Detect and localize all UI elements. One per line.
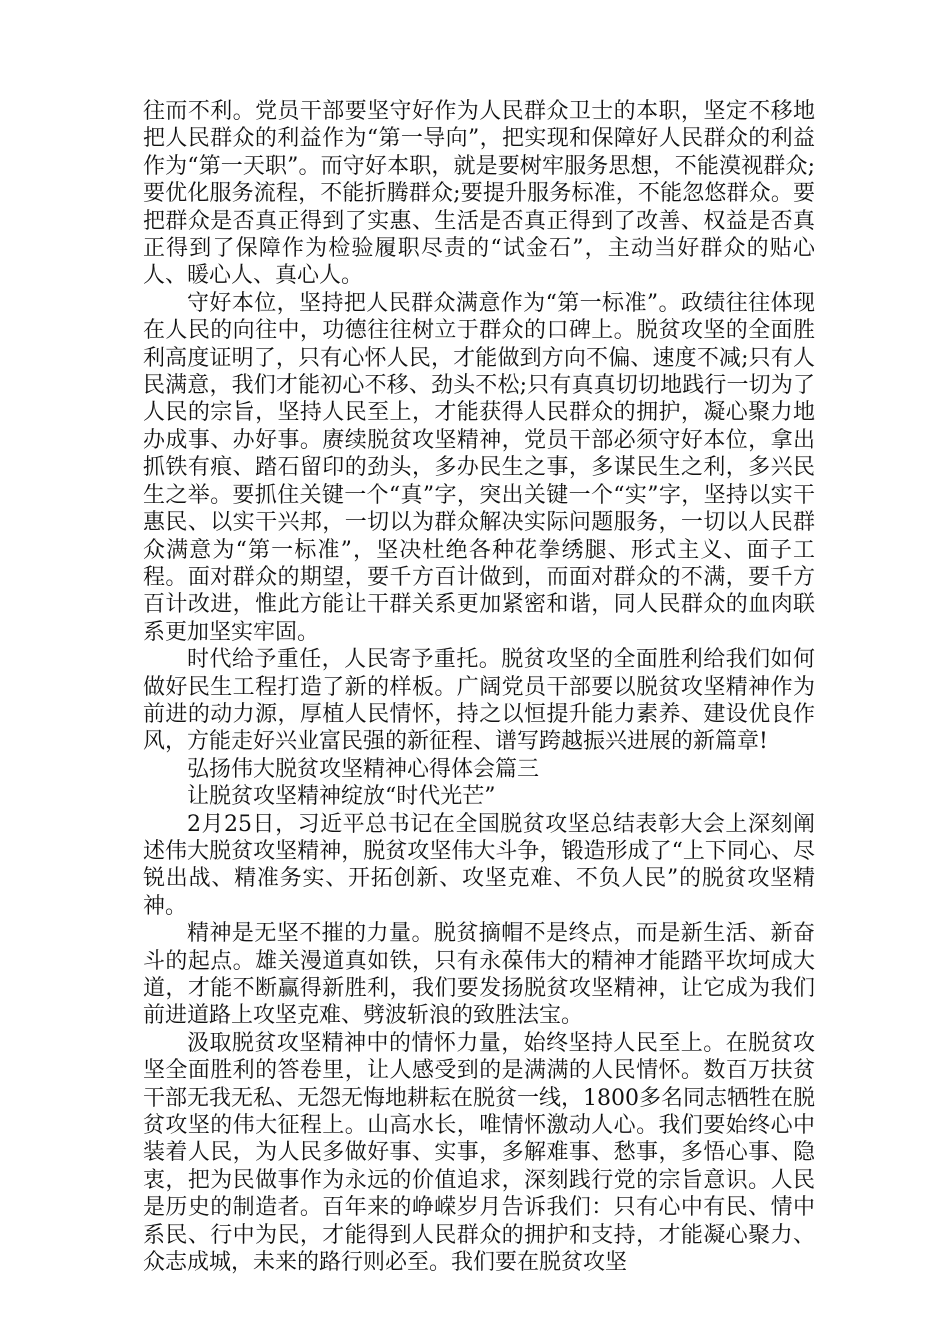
paragraph-intro: 2月25日，习近平总书记在全国脱贫攻坚总结表彰大会上深刻阐述伟大脱贫攻坚精神，脱贫攻坚伟大斗争，锻造形成了“上下同心、尽锐出战、精准务实、开拓创新、攻坚克难、不负人民”的脱贫攻坚精神。: [143, 811, 815, 919]
section-heading: 弘扬伟大脱贫攻坚精神心得体会篇三: [187, 756, 540, 782]
paragraph-first-standard: 守好本位，坚持把人民群众满意作为“第一标准”。政绩往往体现在人民的向往中，功德往往树立于群众的口碑上。脱贫攻坚的全面胜利高度证明了，只有心怀人民，才能做到方向不偏、速度不减;只有人民满意，我们才能初心不移、劲头不松;只有真真切切地践行一切为了人民的宗旨，坚持人民至上，才能获得人民群众的拥护，凝心聚力地办成事、办好事。赓续脱贫攻坚精神，党员干部必须守好本位，拿出抓铁有痕、踏石留印的劲头，多办民生之事，多谋民生之利，多兴民生之举。要抓住关键一个“真”字，突出关键一个“实”字，坚持以实干惠民、以实干兴邦，一切以为群众解决实际问题服务，一切以人民群众满意为“第一标准”，坚决杜绝各种花拳绣腿、形式主义、面子工程。面对群众的期望，要千方百计做到，而面对群众的不满，要千方百计改进，惟此方能让干群关系更加紧密和谐，同人民群众的血肉联系更加坚实牢固。: [143, 290, 815, 645]
paragraph-continuation: 往而不利。党员干部要坚守好作为人民群众卫士的本职，坚定不移地把人民群众的利益作为“第一导向”，把实现和保障好人民群众的利益作为“第一天职”。而守好本职，就是要树牢服务思想，不能漠视群众;要优化服务流程，不能折腾群众;要提升服务标准，不能忽悠群众。要把群众是否真正得到了实惠、生活是否真正得到了改善、权益是否真正得到了保障作为检验履职尽责的“试金石”，主动当好群众的贴心人、暖心人、真心人。: [143, 99, 815, 289]
article-title: 让脱贫攻坚精神绽放“时代光芒”: [187, 784, 496, 810]
paragraph-conclusion: 时代给予重任，人民寄予重托。脱贫攻坚的全面胜利给我们如何做好民生工程打造了新的样板。广阔党员干部要以脱贫攻坚精神作为前进的动力源，厚植人民情怀，持之以恒提升能力素养、建设优良作风，方能走好兴业富民强的新征程、谱写跨越振兴进展的新篇章!: [143, 647, 815, 755]
paragraph-people-first: 汲取脱贫攻坚精神中的情怀力量，始终坚持人民至上。在脱贫攻坚全面胜利的答卷里，让人感受到的是满满的人民情怀。数百万扶贫干部无我无私、无怨无悔地耕耘在脱贫一线，1800多名同志牺牲在脱贫攻坚的伟大征程上。山高水长，唯情怀激动人心。我们要始终心中装着人民，为人民多做好事、实事，多解难事、愁事，多悟心事、隐衷，把为民做事作为永远的价值追求，深刻践行党的宗旨意识。人民是历史的制造者。百年来的峥嵘岁月告诉我们：只有心中有民、情中系民、行中为民，才能得到人民群众的拥护和支持，才能凝心聚力、众志成城，未来的路行则必至。我们要在脱贫攻坚: [143, 1030, 815, 1276]
document-body: [143, 98, 815, 1276]
paragraph-spirit: 精神是无坚不摧的力量。脱贫摘帽不是终点，而是新生活、新奋斗的起点。雄关漫道真如铁，只有永葆伟大的精神才能踏平坎坷成大道，才能不断赢得新胜利，我们要发扬脱贫攻坚精神，让它成为我们前进道路上攻坚克难、劈波斩浪的致胜法宝。: [143, 921, 815, 1029]
